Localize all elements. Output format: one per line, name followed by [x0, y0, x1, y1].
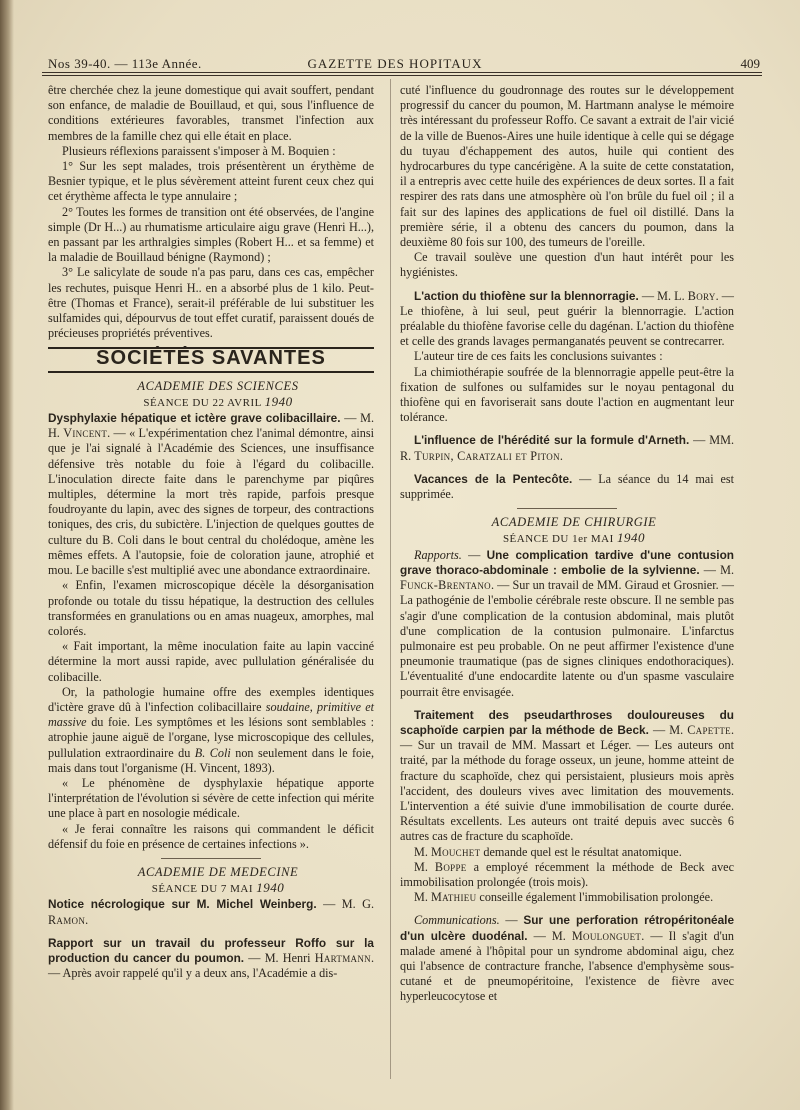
person-name: Mathieu	[430, 890, 477, 905]
header-rule-double	[42, 75, 762, 76]
article-author: Moulonguet	[571, 928, 642, 943]
article-author: Ramon	[48, 912, 86, 927]
session-date-label: SÉANCE DU 1er MAI	[502, 533, 614, 546]
article-body: . — Il s'agit d'un malade amené à l'hôpital pour un syndrome abdominal aigu, chez qui l'absence de contracture franche, l'absence d'emphysème sous-cutané et de pneumopéritoine, l'existence de fièvre avec hyperleucocytose et	[400, 928, 734, 1004]
header-rule	[42, 72, 762, 73]
article-entry: Notice nécrologique sur M. Michel Weinberg. — M. G. Ramon.	[48, 897, 374, 927]
separator-rule	[161, 858, 261, 859]
paragraph: être cherchée chez la jeune domestique qui avait souffert, pendant son enfance, de maladie de Bouillaud, et qui, sous l'influence de conditions extérieures favorables, transmet l'infection aux membres de la famille chez qui elle était en place.	[48, 83, 374, 143]
article-title: Dysphylaxie hépatique et ictère grave colibacillaire.	[48, 411, 341, 426]
article-dash: — M.	[699, 562, 735, 577]
article-title: L'action du thiofène sur la blennorragie.	[414, 288, 639, 303]
article-body: . — Sur un travail de MM. Giraud et Grosnier. — La pathogénie de l'embolie cérébrale reste obscure. Il ne semble pas s'agir d'une complication de la contusion abdominal, mais plutôt d'une complication de la contusion pulmonaire. L'infarctus pulmonaire est peu probable. On ne peut affirmer l'existence d'une pneumonie traumatique (pas de signes cliniques endothoraciques). L'éventualité d'une endocardite latente ou d'un spasme vasculaire pourrait être envisagée.	[400, 578, 734, 699]
article-author: Funck-Brentano	[400, 578, 491, 593]
session-date	[400, 530, 734, 547]
binding-shadow	[0, 0, 14, 1110]
session-date-label: SÉANCE DU 22 AVRIL	[143, 396, 262, 409]
article-author: Hartmann	[314, 950, 371, 965]
session-date-label: SÉANCE DU 7 MAI	[151, 883, 254, 896]
article-title: Notice nécrologique sur M. Michel Weinberg.	[48, 897, 317, 912]
paragraph: « Le phénomène de dysphylaxie hépatique apporte l'interprétation de l'évolution si sévère de cette infection qui mérite une place à part en nosologie médicale.	[48, 775, 374, 821]
article-entry	[400, 708, 734, 845]
article-dash: — MM. R.	[400, 433, 734, 463]
article-body: . — Le thiofène, à lui seul, peut guérir la blennorragie. L'action préalable du thiofène favorise celle du dagénan. L'action du thiofène et celle des grands lavages permanganatés peuvent se contrecarrer.	[400, 288, 734, 349]
article-author: Bory	[687, 288, 716, 303]
text-run: du foie. Les symptômes et les lésions sont semblables : atrophie jaune aiguë de l'organe, lyse microscopique des cellules, pullulation extraordinaire du	[48, 715, 374, 760]
paragraph	[400, 890, 734, 905]
text-run: a employé récemment la méthode de Beck avec immobilisation prolongée (trois mois).	[400, 859, 734, 889]
paragraph: « Je ferai connaître les raisons qui commandent le déficit défensif du foie en présence de certaines infections ».	[48, 821, 374, 851]
paragraph	[400, 845, 734, 860]
text-run: M.	[414, 859, 435, 874]
paragraph: 2° Toutes les formes de transition ont été observées, de l'angine simple (Dr H...) au rhumatisme articulaire aigu grave (Henri H...), en passant par les arthralgies simples (Robert H... et sa femme) et la maladie de Bouillaud bénigne (Raymond) ;	[48, 204, 374, 265]
text-run: conseille également l'immobilisation prolongée.	[476, 890, 714, 905]
paragraph: cuté l'influence du goudronnage des routes sur le développement progressif du cancer du poumon, M. Hartmann analyse le mémoire très intéressant du professeur Roffo. Ce savant a extrait de l'air vicié de la ville de Buenos-Aires une huile identique à celle qui se dégage du tuyau d'échappement des autos, huile qui contient des hydrocarbures du type cancérigène. A la suite de cette constatation, il a entrepris avec cette huile des expériences de deux sortes. Il a fait respirer des rats dans une atmosphère où l'on brûle du fuel oil ; il a fait sur des lapines des applications de fuel oil distillé. Dans la première série, il a obtenu des cancers du poumon, dans la deuxième 80 fois sur 100, des tumeurs de l'oreille.	[400, 83, 734, 250]
text-run: M.	[414, 844, 431, 859]
paragraph	[48, 685, 374, 776]
academy-heading: ACADEMIE DE MEDECINE	[137, 864, 299, 879]
italic-run: soudaine, primitive et massive	[48, 699, 374, 730]
article-title: Traitement des pseudarthroses douloureuses du scaphoïde carpien par la méthode de Beck.	[400, 707, 734, 737]
paragraph: L'auteur tire de ces faits les conclusions suivantes :	[414, 349, 663, 364]
running-header	[30, 56, 760, 70]
session-year: 1940	[617, 530, 646, 546]
article-entry: L'influence de l'hérédité sur la formule d'Arneth. — MM. R. Turpin, Caratzali et Piton.	[400, 433, 734, 463]
text-run: demande quel est le résultat anatomique.	[480, 844, 682, 859]
article-entry	[400, 913, 734, 1004]
section-banner	[48, 347, 374, 372]
article-entry	[400, 548, 734, 700]
article-dash: — M. H.	[48, 411, 374, 441]
article-author: Turpin, Caratzali et Piton	[414, 448, 560, 463]
academy-heading: ACADEMIE DES SCIENCES	[137, 378, 299, 393]
paragraph: « Enfin, l'examen microscopique décèle la désorganisation profonde ou totale du tissu hépatique, la destruction des cellules transformées en granulations ou en amas nuageux, amorphes, mal colorés.	[48, 578, 374, 638]
article-body: — La séance du 14 mai est supprimée.	[400, 471, 734, 502]
paragraph	[400, 860, 734, 890]
article-entry	[400, 289, 734, 350]
italic-run: B. Coli	[194, 745, 231, 760]
person-name: Mouchet	[430, 844, 481, 859]
page-number: 409	[740, 56, 760, 71]
paragraph: Ce travail soulève une question d'un haut intérêt pour les hygiénistes.	[400, 250, 734, 280]
left-column	[48, 83, 374, 981]
paragraph: La chimiothérapie soufrée de la blennorragie appelle peut-être la fixation de sulfones ou sulfamides sur le noyau pentagonal du thiofène qui en favoriserait sans doute l'action en augmentant leur tolérance.	[400, 364, 734, 425]
paragraph: Plusieurs réflexions paraissent s'imposer à M. Boquien :	[62, 143, 336, 158]
paragraph: « Fait important, la même inoculation faite au lapin vacciné détermine la mort aussi rapide, avec pullulation généralisée du colibacille.	[48, 639, 374, 684]
article-title: Rapport sur un travail du professeur Roffo sur la production du cancer du poumon.	[48, 935, 374, 965]
text-run: non seulement dans le foie, mais dans tout l'organisme (H. Vincent, 1893).	[48, 745, 374, 775]
session-date	[48, 880, 374, 897]
text-run: Or, la pathologie humaine offre des exemples identiques d'ictère grave dû à l'infection colibacillaire	[48, 684, 374, 714]
article-body: . — « L'expérimentation chez l'animal démontre, ainsi que je l'ai signalé à l'Académie des Sciences, une insuffisance défensive très notable du foie à l'égard du colibacille. L'inoculation directe faite dans le parenchyme par piqûres multiples, détermine la mort très rapide, parfois presque foudroyante du lapin, avec des signes de torpeur, des contractions toniques, des cris, du subictère. L'injection de quelques gouttes de culture du B. Coli dans le bout central du cholédoque, amène les mêmes effets. A l'autopsie, foie de coloration jaune, atrophié et mou. Le bacille s'est multiplié avec une abondance extraordinaire.	[48, 426, 374, 578]
article-entry	[48, 411, 374, 578]
article-dash: — M.	[527, 928, 572, 943]
issue-number: Nos 39-40. — 113e Année.	[48, 56, 202, 71]
academy-heading: ACADEMIE DE CHIRURGIE	[491, 515, 657, 530]
article-dash: — M.	[648, 722, 688, 737]
article-dash: —	[461, 547, 487, 562]
article-dash: — M. Henri	[244, 950, 315, 965]
article-dash: — M. G.	[316, 897, 374, 912]
article-title: L'influence de l'hérédité sur la formule d'Arneth.	[414, 433, 690, 448]
article-author: Capette	[687, 722, 731, 737]
session-year: 1940	[256, 880, 285, 896]
session-date	[48, 394, 374, 411]
journal-title: GAZETTE DES HOPITAUX	[307, 56, 483, 71]
text-run: M.	[414, 890, 431, 905]
article-title: Vacances de la Pentecôte.	[414, 471, 573, 486]
article-body: . — Après avoir rappelé qu'il y a deux ans, l'Académie a dis-	[48, 950, 374, 981]
session-year: 1940	[264, 393, 293, 409]
column-divider	[390, 79, 391, 1079]
rubric-label: Rapports.	[414, 547, 462, 562]
article-dash: —	[499, 913, 524, 928]
article-dash: — M. L.	[638, 288, 688, 303]
article-entry	[400, 472, 734, 502]
person-name: Boppe	[434, 859, 467, 874]
article-entry	[48, 936, 374, 982]
article-author: Vincent	[63, 426, 108, 441]
article-body: . — Sur un travail de MM. Massart et Léger. — Les auteurs ont traité, par la méthode du forage osseux, un jeune, homme atteint de fracture du scaphoïde, chez qui persistaient, plusieurs mois après l'accident, des douleurs vives avec limitation des mouvements. L'intervention a été suivie d'une immobilisation de courte durée. Résultats excellents. Les auteurs ont traité depuis avec succès 6 autres cas de fracture du scaphoïde.	[400, 722, 734, 844]
paragraph: 1° Sur les sept malades, trois présentèrent un érythème de Besnier typique, et le plus sévèrement atteint furent ceux chez qui cet érythème affecta le type annulaire ;	[48, 159, 374, 204]
section-title: SOCIÉTÉS SAVANTES	[96, 347, 326, 370]
paragraph: 3° Le salicylate de soude n'a pas paru, dans ces cas, empêcher les rechutes, puisque Henri H.. en a absorbé plus de 1 kilo. Peut-être (Thomas et France), serait-il préférable de lui substituer les sulfamides qui, dépourvus de tout effet curatif, paraissent doués de précieuses propriétés préventives.	[48, 265, 374, 341]
right-column	[400, 83, 734, 1005]
separator-rule	[517, 508, 617, 509]
article-title: Une complication tardive d'une contusion grave thoraco-abdominale : embolie de la sylvienne.	[400, 547, 734, 577]
rubric-label: Communications.	[414, 913, 500, 928]
article-title: Sur une perforation rétropéritonéale d'un ulcère duodénal.	[400, 913, 734, 943]
